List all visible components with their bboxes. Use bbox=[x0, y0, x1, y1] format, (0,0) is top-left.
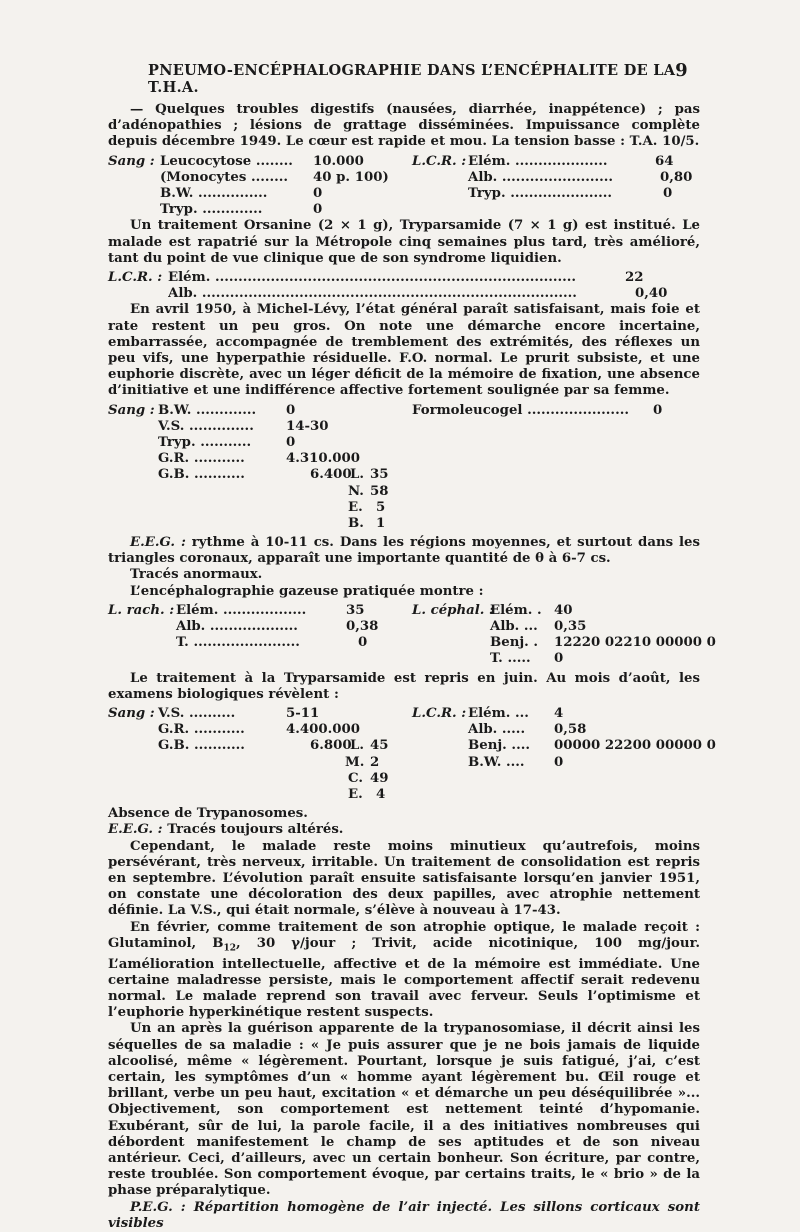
table-row: Alb. ................................................................................. 0,40 bbox=[168, 286, 668, 302]
paragraph-eeg-2: E.E.G. : Tracés toujours altérés. bbox=[108, 822, 344, 838]
paragraph-fevrier: En février, comme traitement de son atrophie optique, le malade reçoit : Glutaminol, $B_{12}$, 30 γ/jour ; Trivit, acide nicotinique, 100 mg/jour. L’amélioration intellectuelle, affective et de la mémoire est immédiate. Une certaine maladresse persiste, mais le comportement affectif serait redevenu normal. Le malade reprend son travail avec ferveur. Seuls l’optimisme et l’euphorie hyperkinétique restent suspects. bbox=[108, 919, 700, 1021]
table-row: E. 4 bbox=[348, 786, 386, 802]
table-row: (Monocytes ........ 40 p. 100) Alb. ........................ 0,80 bbox=[160, 169, 693, 185]
table-row: L.C.R. : Elém. .............................................................................. 22 bbox=[108, 269, 644, 285]
paragraph-eeg-1: E.E.G. : rythme à 10-11 cs. Dans les régions moyennes, et surtout dans les triangles coronaux, apparaît une importante quantité de θ à 6-7 cs. bbox=[108, 535, 700, 567]
lab-table-2 bbox=[108, 270, 700, 302]
lab-table-1 bbox=[108, 154, 700, 219]
paragraph-april-1950: En avril 1950, à Michel-Lévy, l’état général paraît satisfaisant, mais foie et rate restent un peu gros. On note une démarche encore incertaine, embarrassée, accompagnée de tremblement des extrémités, des réflexes un peu vifs, une hyperpathie résiduelle. F.O. normal. Le prurit subsiste, et une euphorie discrète, avec un léger déficit de la mémoire de fixation, une absence d’initiative et une indifférence affective fortement soulignée par sa femme. bbox=[108, 302, 700, 399]
table-row: G.R. ........... 4.400.000 Alb. ..... 0,58 bbox=[158, 722, 587, 738]
paragraph-encephalo: L’encéphalographie gazeuse pratiquée montre : bbox=[130, 583, 484, 599]
table-row: Sang : V.S. .......... 5-11 L.C.R. : Elém. ... 4 bbox=[108, 706, 564, 722]
paragraph-un-an-apres: Un an après la guérison apparente de la trypanosomiase, il décrit ainsi les séquelles de sa maladie : « Je puis assurer que je ne bois jamais de liquide alcoolisé, même « légèrement. Pourtant, lorsque je suis fatigué, j’ai, c’est certain, les symptômes d’un « homme ayant légèrement bu. Œil rouge et brillant, verbe un peu haut, excitation « et démarche un peu déséquilibrée »... Objectivement, son comportement est nettement teinté d’hypomanie. Exubérant, sûr de lui, la parole facile, il a des initiatives nombreuses qui débordent manifestement le champ de ses aptitudes et de son niveau antérieur. Ceci, d’ailleurs, avec un certain bonheur. Son écriture, par contre, reste troublée. Son comportement évoque, par certains traits, le « brio » de la phase préparalytique. bbox=[108, 1021, 700, 1199]
table-row: G.B. ........... 6.800 L. 45 Benj. .... 00000 22200 00000 0 bbox=[158, 738, 716, 754]
table-row: Tryp. ............. 0 bbox=[160, 202, 323, 218]
paragraph-june: Le traitement à la Tryparsamide est repris en juin. Au mois d’août, les examens biologiques révèlent : bbox=[108, 670, 700, 702]
paragraph-peg: P.E.G. : Répartition homogène de l’air injecté. Les sillons corticaux sont visibles bbox=[108, 1199, 700, 1231]
table-row: Alb. ................... 0,38 Alb. ... 0,35 bbox=[176, 619, 587, 635]
lab-table-4 bbox=[108, 602, 716, 668]
table-row: V.S. .............. 14-30 bbox=[158, 418, 329, 434]
table-row: Tryp. ........... 0 bbox=[158, 434, 296, 450]
page-number: 9 bbox=[675, 60, 688, 81]
table-row: M. 2 B.W. .... 0 bbox=[345, 754, 564, 770]
lab-table-5 bbox=[108, 706, 716, 803]
table-row: G.R. ........... 4.310.000 bbox=[158, 451, 361, 467]
table-row: B.W. ............... 0 Tryp. ...................... 0 bbox=[160, 185, 673, 201]
table-row: T. ....................... 0 Benj. . 12220 02210 00000 0 bbox=[176, 635, 716, 651]
paragraph-treatment: Un traitement Orsanine (2 × 1 g), Tryparsamide (7 × 1 g) est institué. Le malade est rapatrié sur la Métropole cinq semaines plus tard, très amélioré, tant du point de vue clinique que de son syndrome liquidien. bbox=[108, 218, 700, 266]
header-title: PNEUMO-ENCÉPHALOGRAPHIE DANS L’ENCÉPHALITE DE LA T.H.A. bbox=[148, 62, 676, 96]
table-row: E. 5 bbox=[348, 499, 386, 515]
table-row: B. 1 bbox=[348, 515, 386, 531]
table-row: Sang : B.W. ............. 0 Formoleucogel ...................... 0 bbox=[108, 402, 663, 418]
paragraph-absence: Absence de Trypanosomes. bbox=[108, 806, 308, 822]
paragraph-traces: Tracés anormaux. bbox=[130, 567, 263, 583]
paragraph-symptoms: — Quelques troubles digestifs (nausées, diarrhée, inappétence) ; pas d’adénopathies ; lésions de grattage disséminées. Impuissance complète depuis décembre 1949. Le cœur est rapide et mou. La tension basse : T.A. 10/5. bbox=[108, 102, 700, 150]
table-row: C. 49 bbox=[348, 770, 389, 786]
lab-table-3 bbox=[108, 403, 700, 533]
table-row: L. rach. : Elém. .................. 35 L. céphal. : Elém. . 40 bbox=[108, 602, 573, 618]
table-row: N. 58 bbox=[348, 483, 389, 499]
running-header bbox=[148, 62, 688, 96]
table-row: T. ..... 0 bbox=[490, 651, 564, 667]
table-row: G.B. ........... 6.400 L. 35 bbox=[158, 467, 389, 483]
document-body bbox=[108, 102, 716, 1232]
table-row: Sang : Leucocytose ........ 10.000 L.C.R. : Elém. .................... 64 bbox=[108, 153, 674, 169]
paragraph-cependant: Cependant, le malade reste moins minutieux qu’autrefois, moins persévérant, très nerveux, irritable. Un traitement de consolidation est repris en septembre. L’évolution paraît ensuite satisfaisante lorsqu’en janvier 1951, on constate une décoloration des deux papilles, avec atrophie nettement définie. La V.S., qui était normale, s’élève à nouveau à 17-43. bbox=[108, 838, 700, 919]
